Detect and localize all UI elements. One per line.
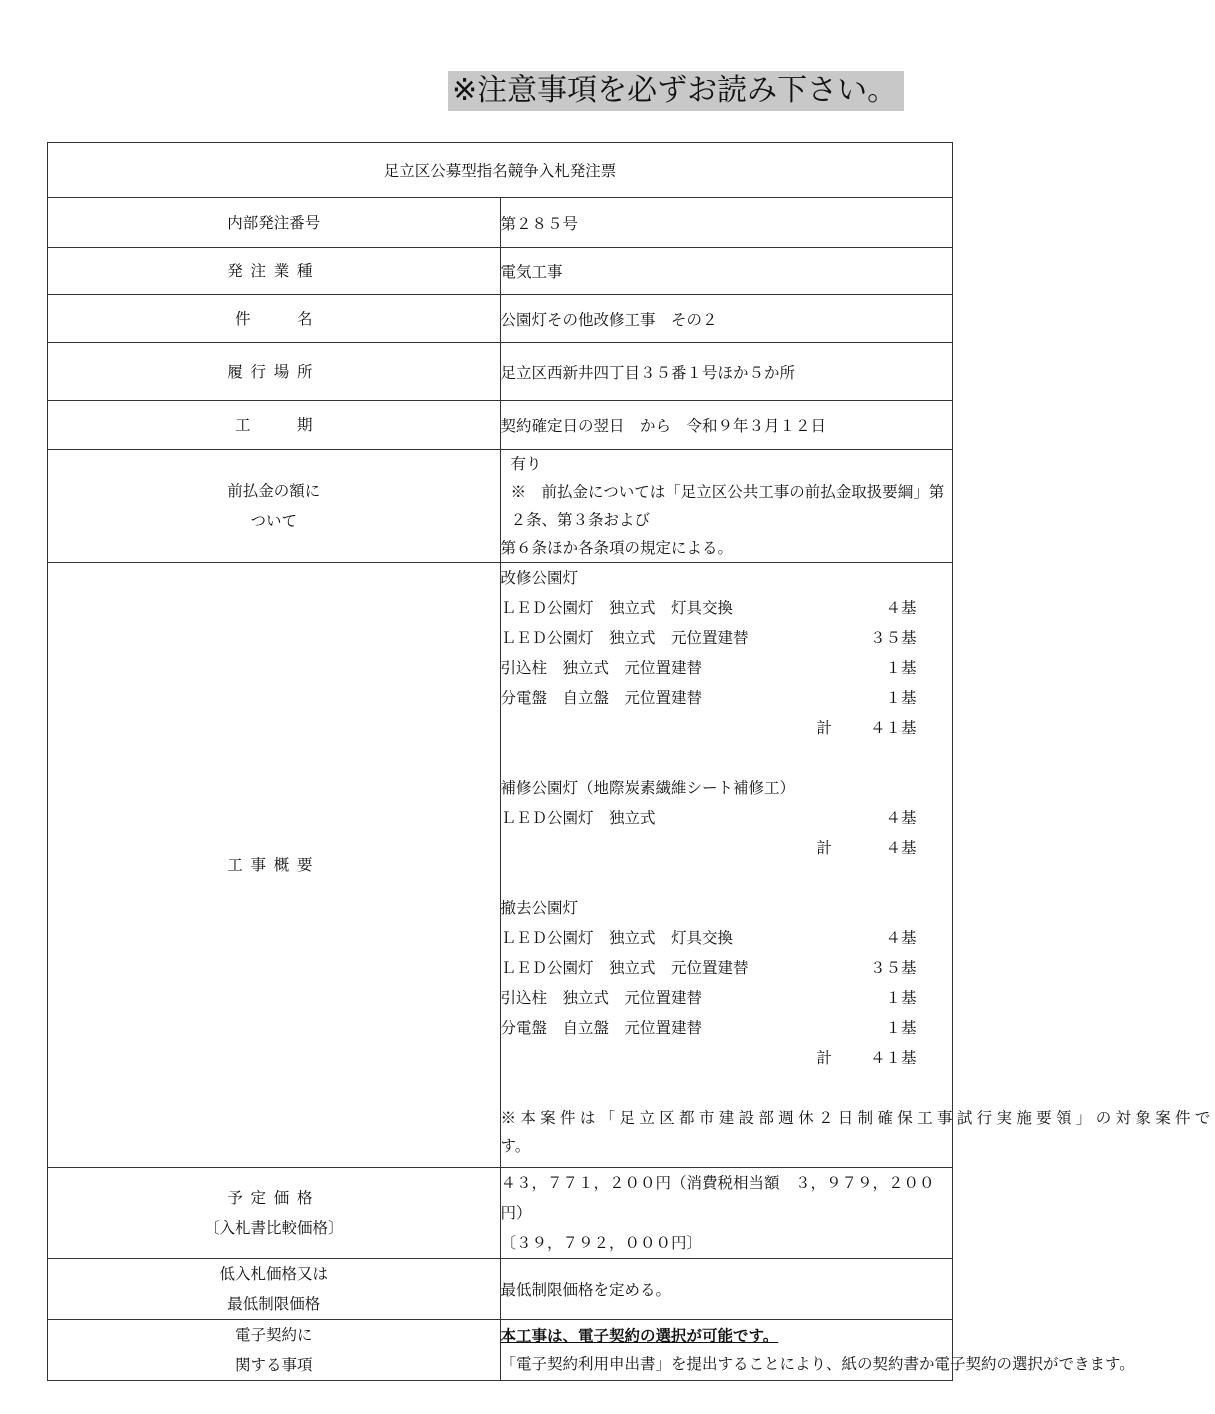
item-name: ＬＥＤ公園灯 独立式 元位置建替 [500,629,749,647]
price-line2: 〔３９，７９２，０００円〕 [500,1234,703,1252]
advance-label-line1: 前払金の額に [227,482,321,500]
low-label [48,1259,501,1320]
econtract-label-line1: 電子契約に [234,1326,313,1344]
group3-item [501,1013,953,1043]
item-qty: ４基 [885,929,917,947]
item-name: 分電盤 自立盤 元位置建替 [500,1019,703,1037]
name-label: 件 名 [48,295,501,343]
econtract-line2: 「電子契約利用申出書」を提出することにより、紙の契約書か電子契約の選択ができます。 [500,1355,1135,1373]
summary-note-line2: す。 [500,1137,531,1155]
sheet-title: 足立区公募型指名競争入札発注票 [48,143,953,198]
advance-line1: 有り [510,455,542,473]
low-value: 最低制限価格を定める。 [500,1259,953,1320]
order-sheet-table [47,142,1215,1381]
item-qty: １基 [885,659,917,677]
group3-item [501,923,953,953]
total-qty: ４１基 [869,719,917,737]
total-label: 計 [816,1049,833,1067]
advance-label-line2: ついて [250,512,297,530]
summary-value [500,563,1215,1168]
price-value [500,1168,953,1259]
advance-line3: 第６条ほか各条項の規定による。 [500,539,734,557]
item-name: ＬＥＤ公園灯 独立式 灯具交換 [500,599,734,617]
total-label: 計 [816,839,833,857]
item-qty: ４基 [885,599,917,617]
group1-item [501,683,953,713]
total-qty: ４１基 [869,1049,917,1067]
period-label: 工 期 [48,401,501,450]
total-label: 計 [816,719,833,737]
price-label-line2: 〔入札書比較価格〕 [203,1219,344,1237]
item-name: ＬＥＤ公園灯 独立式 元位置建替 [500,959,749,977]
price-label-line1: 予定価格 [227,1189,321,1207]
item-qty: ３５基 [869,629,917,647]
econtract-label [48,1320,501,1381]
summary-label: 工事概要 [48,563,501,1168]
group2-heading: 補修公園灯（地際炭素繊維シート補修工） [500,779,796,797]
advance-value [500,450,953,563]
item-qty: ３５基 [869,959,917,977]
group2-item [501,803,953,833]
item-name: 引込柱 独立式 元位置建替 [500,989,703,1007]
group1-total [501,713,953,743]
group3-total [501,1043,953,1073]
econtract-label-line2: 関する事項 [234,1356,313,1374]
period-value: 契約確定日の翌日 から 令和９年３月１２日 [500,401,953,450]
group1-heading: 改修公園灯 [500,569,579,587]
type-label: 発注業種 [48,248,501,295]
price-label [48,1168,501,1259]
advance-label [48,450,501,563]
item-name: 引込柱 独立式 元位置建替 [500,659,703,677]
low-label-line1: 低入札価格又は [219,1265,328,1283]
item-qty: １基 [885,1019,917,1037]
econtract-value [500,1320,1135,1381]
item-qty: １基 [885,689,917,707]
group3-heading: 撤去公園灯 [500,899,579,917]
summary-note-line1: ※本案件は「足立区都市建設部週休２日制確保工事試行実施要領」の対象案件で [500,1109,1215,1127]
order-no-label: 内部発注番号 [48,198,501,248]
econtract-line1: 本工事は、電子契約の選択が可能です。 [500,1326,779,1345]
item-qty: ４基 [885,809,917,827]
item-qty: １基 [885,989,917,1007]
order-no-value: 第２８５号 [500,198,953,248]
name-value: 公園灯その他改修工事 その２ [500,295,953,343]
total-qty: ４基 [885,839,917,857]
low-label-line2: 最低制限価格 [227,1295,321,1313]
group2-total [501,833,953,863]
place-value: 足立区西新井四丁目３５番１号ほか５か所 [500,343,953,401]
item-name: 分電盤 自立盤 元位置建替 [500,689,703,707]
notice-banner: ※注意事項を必ずお読み下さい。 [448,71,904,111]
price-line1: ４３，７７１，２００円（消費税相当額 ３，９７９，２００円） [500,1174,935,1222]
place-label: 履行場所 [48,343,501,401]
item-name: ＬＥＤ公園灯 独立式 [500,809,656,827]
group3-item [501,953,953,983]
type-value: 電気工事 [500,248,953,295]
group1-item [501,623,953,653]
group3-item [501,983,953,1013]
advance-line2: ※ 前払金については「足立区公共工事の前払金取扱要綱」第２条、第３条および [510,483,945,529]
group1-item [501,593,953,623]
group1-item [501,653,953,683]
item-name: ＬＥＤ公園灯 独立式 灯具交換 [500,929,734,947]
